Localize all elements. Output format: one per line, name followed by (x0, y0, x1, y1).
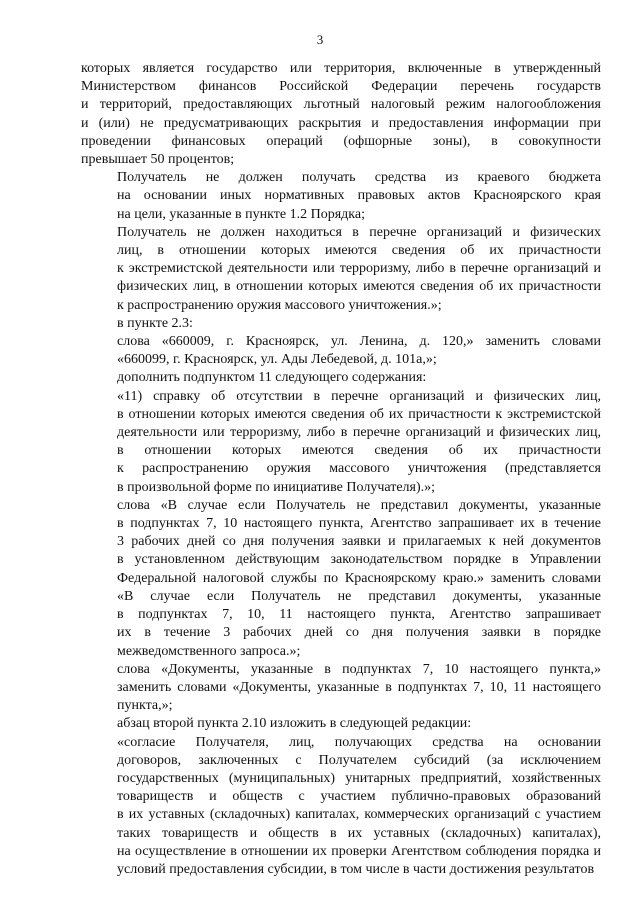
text-line: и территорий, предоставляющих льготный налоговый режим налогообложения (81, 97, 601, 113)
text-line: слова «В случае если Получатель не представил документы, указанные (117, 497, 601, 513)
text-line: «660099, г. Красноярск, ул. Ады Лебедевой, д. 101а,»; (117, 352, 437, 368)
text-line: на основании иных нормативных правовых актов Красноярского края (117, 188, 601, 204)
text-line: заменить словами «Документы, указанные в подпунктах 7, 10, 11 настоящего (117, 679, 601, 695)
text-line: Получатель не должен получать средства из краевого бюджета (117, 170, 601, 186)
text-line: деятельности или терроризму, либо в перечне организаций и физических лиц, (117, 425, 601, 441)
text-line: к распространению оружия массового уничтожения.»; (117, 297, 442, 313)
text-line: к экстремистской деятельности или терроризму, либо в перечне организаций и (117, 261, 601, 277)
text-line: в произвольной форме по инициативе Получателя).»; (117, 479, 436, 495)
text-line: в отношении которых имеются сведения об их причастности (117, 443, 601, 459)
text-line: «согласие Получателя, лиц, получающих средства на основании (117, 734, 601, 750)
text-line: в пункте 2.3: (117, 315, 193, 331)
text-line: и (или) не предусматривающих раскрытия и предоставления информации при (81, 115, 601, 131)
paragraph (81, 224, 601, 315)
paragraph (81, 369, 601, 387)
paragraph (81, 315, 601, 333)
text-line: на цели, указанные в пункте 1.2 Порядка; (117, 206, 365, 222)
page-number: 3 (316, 32, 324, 47)
text-line: в отношении которых имеются сведения об их причастности к экстремистской (117, 406, 601, 422)
text-line: в установленном действующим законодательством порядке в Управлении (117, 552, 601, 568)
text-line: превышает 50 процентов; (81, 152, 235, 168)
text-line: их в течение 3 рабочих дней со дня получения заявки в порядке (117, 625, 601, 641)
text-line: в подпунктах 7, 10, 11 настоящего пункта, Агентство запрашивает (117, 607, 601, 623)
text-line: «11) справку об отсутствии в перечне организаций и физических лиц, (117, 388, 601, 404)
text-line: условий предоставления субсидии, в том числе в части достижения результатов (117, 861, 595, 877)
text-line: проведении финансовых операций (офшорные зоны), в совокупности (81, 133, 601, 149)
text-line: межведомственного запроса.»; (117, 643, 301, 659)
text-line: лиц, в отношении которых имеются сведения об их причастности (117, 243, 601, 259)
paragraph (81, 60, 601, 169)
text-line: «В случае если Получатель не представил документы, указанные (117, 588, 601, 604)
paragraph (81, 715, 601, 733)
text-line: дополнить подпунктом 11 следующего содержания: (117, 370, 427, 386)
text-line: таких товариществ и обществ в их уставных (складочных) капиталах), (117, 825, 601, 841)
text-line: в подпунктах 7, 10 настоящего пункта, Агентство запрашивает их в течение (117, 516, 601, 532)
paragraph (81, 734, 601, 880)
text-line: Министерством финансов Российской Федерации перечень государств (81, 79, 601, 95)
text-line: в их уставных (складочных) капиталах, коммерческих организаций с участием (117, 807, 601, 823)
text-line: Федеральной налоговой службы по Красноярскому краю.» заменить словами (117, 570, 601, 586)
document-body (81, 60, 601, 879)
text-line: 3 рабочих дней со дня получения заявки и прилагаемых к ней документов (117, 534, 601, 550)
text-line: на осуществление в отношении их проверки Агентством соблюдения порядка и (117, 843, 601, 859)
paragraph (81, 388, 601, 497)
text-line: слова «660009, г. Красноярск, ул. Ленина, д. 120,» заменить словами (117, 334, 601, 350)
text-line: пункта,»; (117, 698, 173, 714)
text-line: которых является государство или территория, включенные в утвержденный (81, 61, 601, 76)
text-line: физических лиц, в отношении которых имеются сведения об их причастности (117, 279, 601, 295)
text-line: абзац второй пункта 2.10 изложить в следующей редакции: (117, 716, 472, 732)
text-line: к распространению оружия массового уничтожения (представляется (117, 461, 601, 477)
paragraph (81, 169, 601, 224)
paragraph (81, 333, 601, 369)
text-line: государственных (муниципальных) унитарных предприятий, хозяйственных (117, 770, 601, 786)
text-line: слова «Документы, указанные в подпунктах 7, 10 настоящего пункта,» (117, 661, 601, 677)
text-line: договоров, заключенных с Получателем субсидий (за исключением (117, 752, 601, 768)
paragraph (81, 497, 601, 661)
text-line: Получатель не должен находиться в перечне организаций и физических (117, 224, 601, 240)
text-line: товариществ и обществ с участием публично-правовых образований (117, 789, 601, 805)
paragraph (81, 661, 601, 716)
